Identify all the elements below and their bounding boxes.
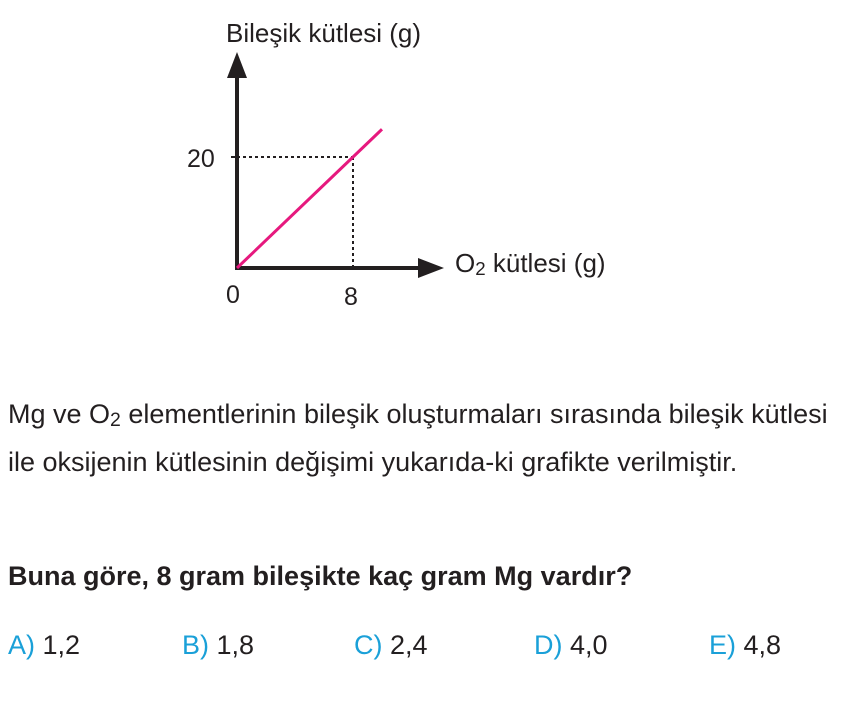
choice-c[interactable]: [354, 630, 428, 661]
chart: [0, 0, 852, 340]
choice-letter: A): [8, 630, 35, 660]
x-axis-label-sub: 2: [475, 257, 486, 279]
y-tick-label: 20: [187, 145, 215, 173]
series-line: [237, 129, 382, 268]
x-axis-label: [455, 248, 606, 279]
choice-value: 4,0: [570, 630, 608, 660]
choice-value: 1,2: [42, 630, 81, 660]
y-axis-arrow: [227, 52, 247, 78]
y-axis-label: Bileşik kütlesi (g): [226, 18, 422, 48]
choice-a[interactable]: [8, 630, 80, 661]
question: Buna göre, 8 gram bileşikte kaç gram Mg vardır?: [8, 561, 633, 591]
choice-value: 4,8: [743, 630, 782, 660]
choice-value: 2,4: [390, 630, 428, 660]
choice-letter: B): [182, 630, 209, 660]
x-tick-label: 8: [344, 283, 358, 311]
choice-value: 1,8: [216, 630, 255, 660]
x-tick-label: 0: [226, 281, 240, 309]
choice-letter: C): [354, 630, 383, 660]
x-axis-label-main: O: [455, 248, 476, 278]
choice-b[interactable]: [182, 630, 254, 661]
choice-letter: E): [709, 630, 736, 660]
choice-e[interactable]: [709, 630, 781, 661]
passage: [8, 392, 838, 485]
answer-choices: [0, 630, 852, 670]
x-axis-arrow: [418, 258, 444, 278]
passage-part2: elementlerinin bileşik oluşturmaları sırasında bileşik kütlesi ile oksijenin kütlesinin değişimi yukarıda-ki grafikte verilmiştir.: [8, 399, 828, 477]
x-axis-label-rest: kütlesi (g): [485, 248, 606, 278]
passage-sub: 2: [110, 408, 121, 431]
passage-part1: Mg ve O: [8, 399, 111, 429]
choice-d[interactable]: [534, 630, 608, 661]
choice-letter: D): [534, 630, 563, 660]
